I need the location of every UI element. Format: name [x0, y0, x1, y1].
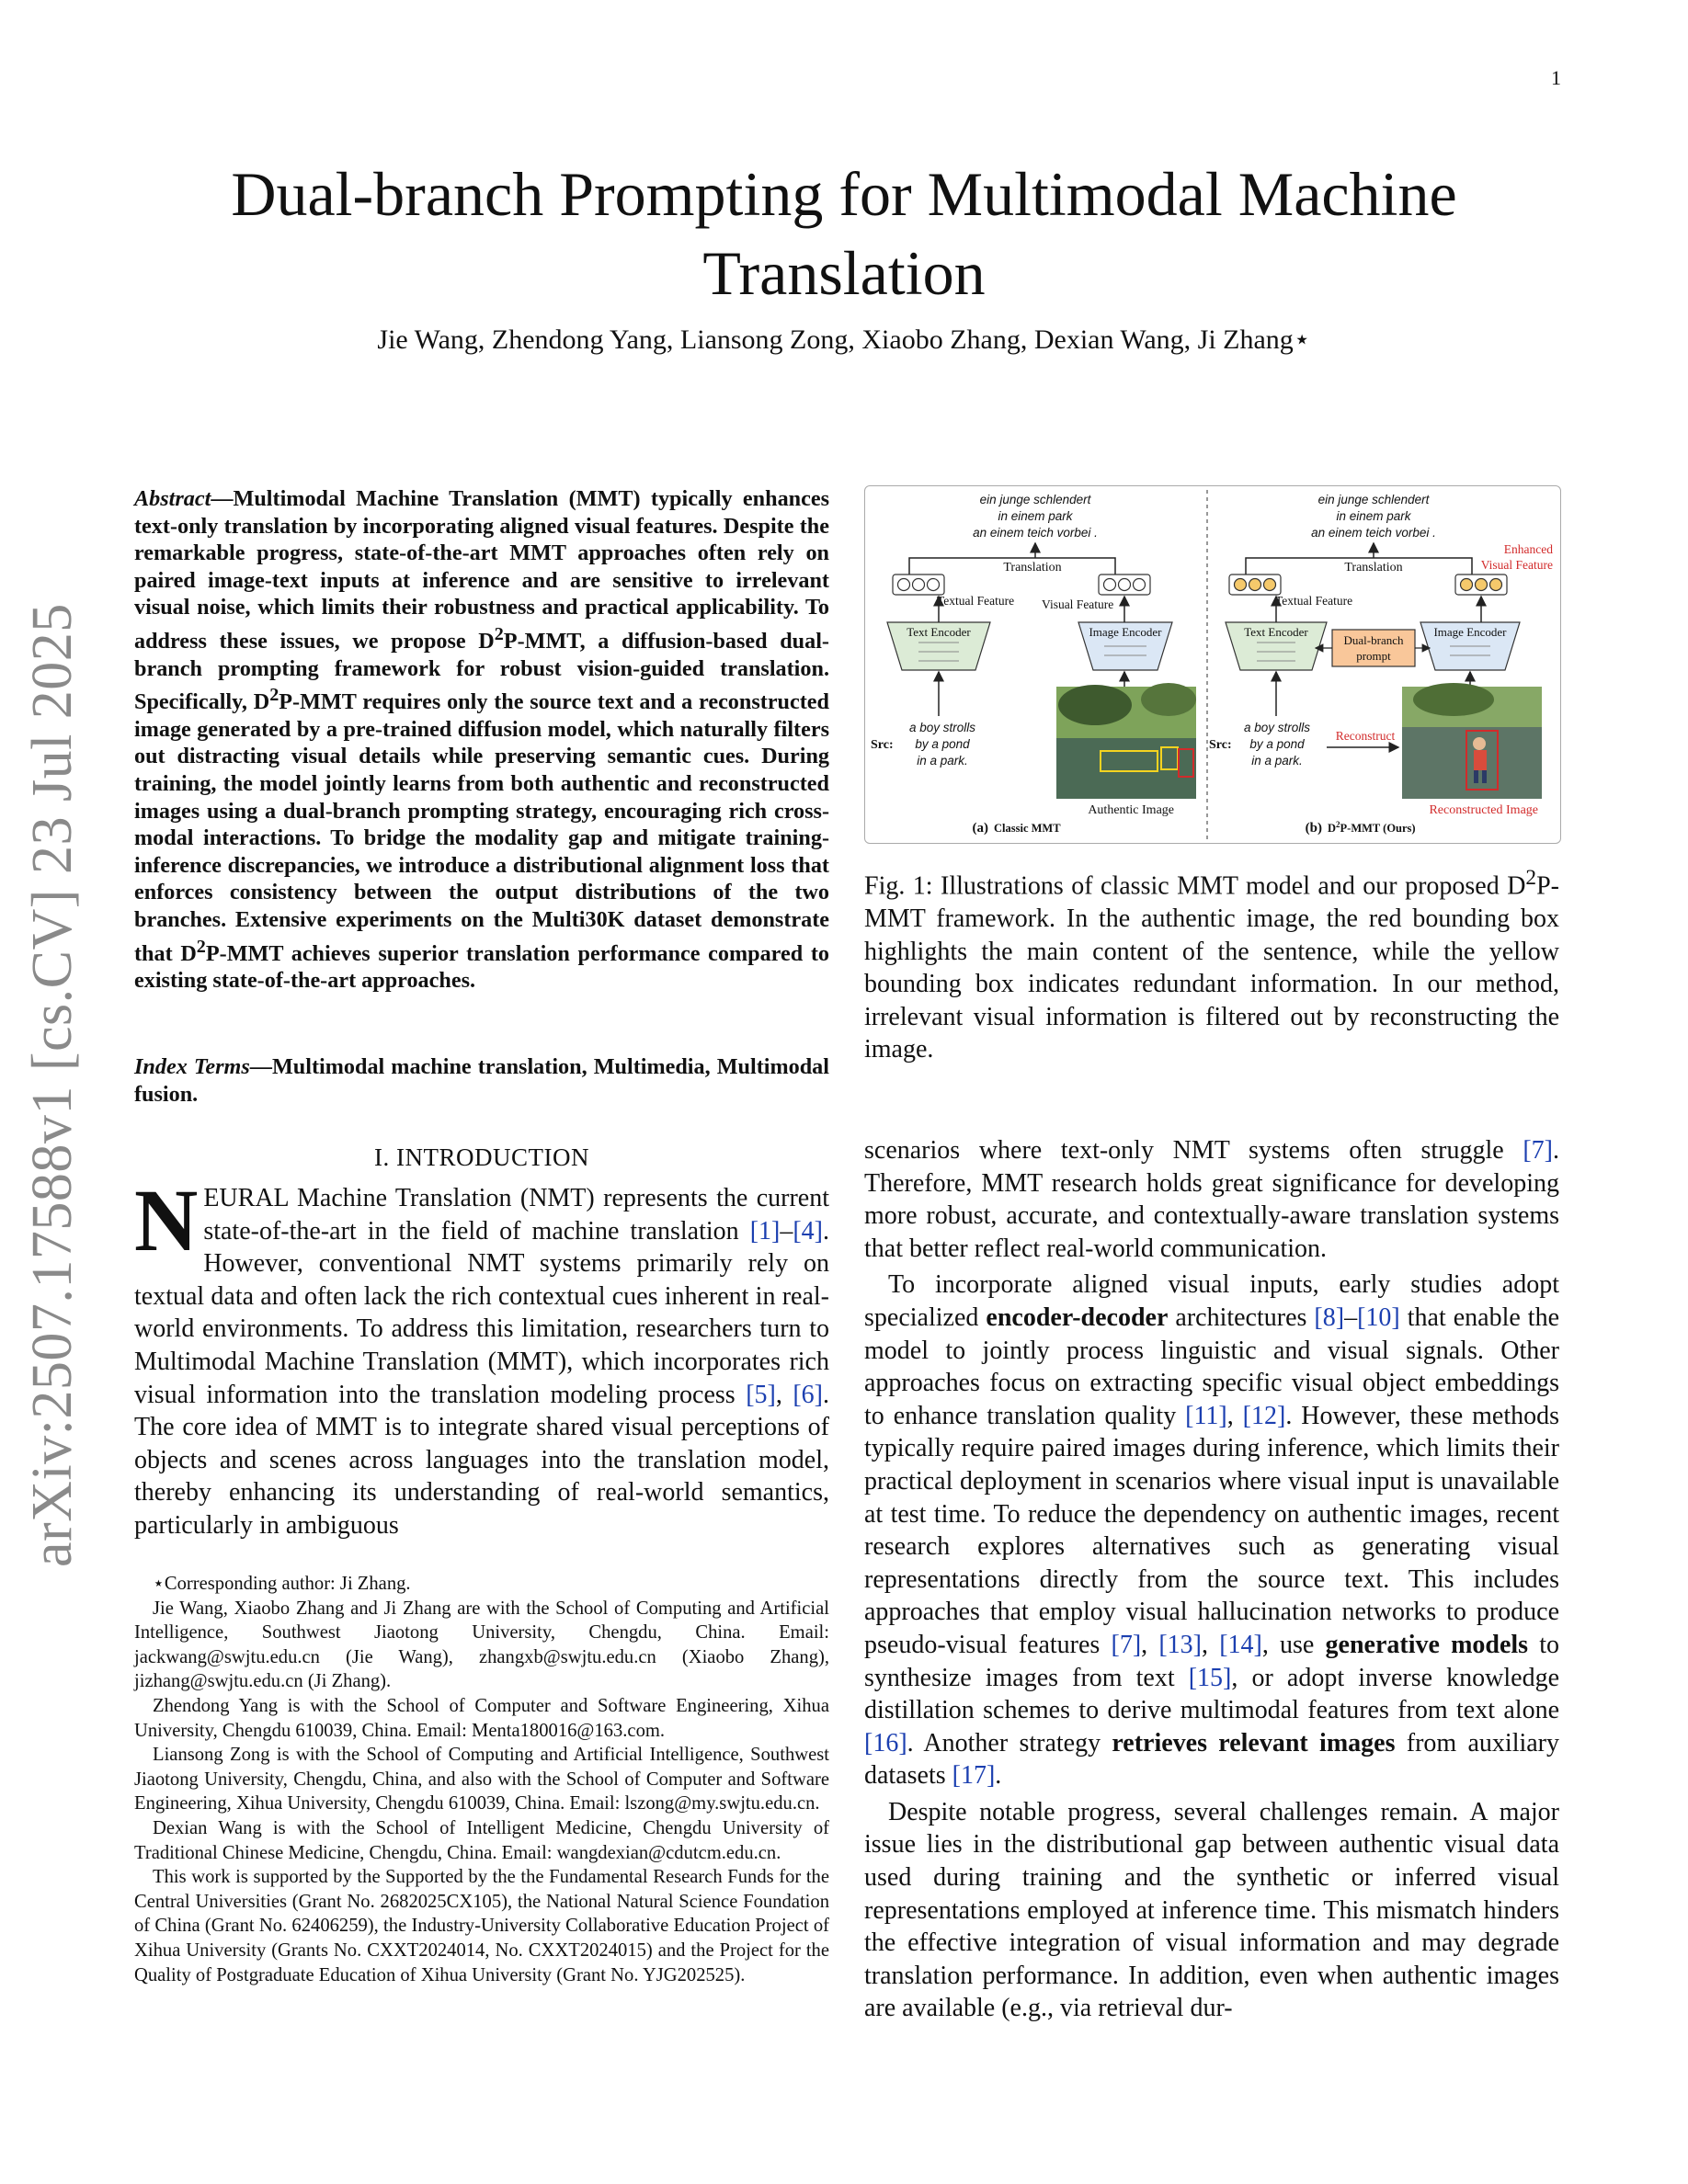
- footnote: Jie Wang, Xiaobo Zhang and Ji Zhang are with the School of Computing and Artificial Intelligence, Southwest Jiaotong University, Chengdu, China. Email: jackwang@swjtu.edu.cn (Jie Wang), zhangxb@swjtu.edu.cn (Xiaobo Zhang), jizhang@swjtu.edu.cn (Ji Zhang).: [134, 1598, 829, 1692]
- translation-label: Translation: [1344, 561, 1403, 574]
- intro-text: . However, conventional NMT systems primarily rely on textual data and often lack the rich contextual cues inherent in real-world environments. To address this limitation, researchers turn to Multimodal Machine Translation (MMT), which incorporates rich visual information into the translation modeling process: [134, 1216, 829, 1409]
- textual-feature-label: Textual Feature: [1275, 594, 1353, 608]
- image-encoder-label: Image Encoder: [1433, 625, 1507, 639]
- citation-link[interactable]: [7]: [1111, 1630, 1142, 1659]
- panel-b-subtitle: $D^2P$-MMT (Ours): [1328, 820, 1416, 835]
- emphasis: retrieves relevant images: [1112, 1728, 1396, 1757]
- footnote: ⋆Corresponding author: Ji Zhang.: [153, 1574, 411, 1594]
- citation-link[interactable]: [8]: [1314, 1302, 1345, 1332]
- src-text: a boy strolls: [908, 721, 976, 734]
- superscript: 2: [494, 623, 504, 644]
- visual-feature-label: Visual Feature: [1042, 597, 1114, 611]
- citation-link[interactable]: [13]: [1158, 1630, 1202, 1659]
- abstract-label: Abstract: [134, 486, 211, 511]
- figure-1: [864, 485, 1561, 844]
- feature-token: [1461, 579, 1473, 591]
- page-number: 1: [1551, 66, 1561, 89]
- feature-token: [898, 579, 910, 591]
- panel-a-subtitle: Classic MMT: [994, 822, 1061, 835]
- caption-text: P-MMT framework. In the authentic image, the red bounding box highlights the main content of the sentence, while the yellow bounding box indicates redundant information. In our method, irrelevant visual information is filtered out by reconstructing the image.: [864, 871, 1559, 1064]
- target-text: in einem park: [998, 509, 1073, 523]
- index-terms: [134, 1053, 829, 1108]
- intro-text: –: [780, 1216, 793, 1246]
- textual-feature-label: Textual Feature: [937, 594, 1015, 608]
- src-text: a boy strolls: [1243, 721, 1311, 734]
- superscript: 2: [196, 936, 206, 957]
- emphasis: generative models: [1325, 1630, 1529, 1659]
- intro-text: EURAL Machine Translation (NMT) represents the current state-of-the-art in the field of machine translation: [203, 1184, 829, 1246]
- citation-link[interactable]: [6]: [793, 1380, 824, 1409]
- panel-a: [871, 493, 1196, 836]
- feature-token: [1249, 579, 1261, 591]
- intro-text: ,: [775, 1380, 793, 1409]
- index-terms-text: —Multimodal machine translation, Multimedia, Multimodal fusion.: [134, 1054, 830, 1107]
- target-text: ein junge schlendert: [1317, 493, 1430, 506]
- feature-token: [1476, 579, 1488, 591]
- superscript: 2: [1525, 866, 1537, 890]
- caption-text: Fig. 1: Illustrations of classic MMT model and our proposed D: [864, 871, 1526, 901]
- abstract-text: P-MMT achieves superior translation performance compared to existing state-of-the-art approaches.: [134, 940, 829, 994]
- target-text: an einem teich vorbei .: [1311, 526, 1436, 540]
- citation-link[interactable]: [15]: [1188, 1663, 1232, 1692]
- abstract-text: —Multimodal Machine Translation (MMT) typically enhances text-only translation by incorporating aligned visual features. Despite the remarkable progress, state-of-the-art MMT approaches often rely on paired image-text inputs at inference and are sensitive to irrelevant visual noise, which limits their robustness and practical applicability. To address these issues, we propose D: [134, 486, 829, 654]
- superscript: 2: [269, 685, 279, 706]
- translation-label: Translation: [1003, 561, 1062, 574]
- section-heading-introduction: [134, 1143, 829, 1172]
- target-text: an einem teich vorbei .: [973, 526, 1098, 540]
- citation-link[interactable]: [17]: [952, 1761, 996, 1791]
- footnote: Dexian Wang is with the School of Intelligent Medicine, Chengdu University of Traditional Chinese Medicine, Chengdu, China. Email: wangdexian@cdutcm.edu.cn.: [134, 1817, 829, 1863]
- panel-a-label: (a): [972, 821, 988, 836]
- section-number: I.: [374, 1143, 396, 1171]
- emphasis: encoder-decoder: [986, 1302, 1169, 1332]
- feature-token: [1490, 579, 1502, 591]
- text-encoder-label: Text Encoder: [1244, 625, 1308, 639]
- image-encoder-label: Image Encoder: [1089, 625, 1162, 639]
- reconstruct-label: Reconstruct: [1335, 729, 1396, 743]
- paper-title: Dual-branch Prompting for Multimodal Machine Translation: [231, 159, 1457, 308]
- paragraph: Despite notable progress, several challenges remain. A major issue lies in the distributional gap between authentic visual data used during training and the synthetic or inferred visual representations employed at inference time. This mismatch hinders the effective integration of visual information and may degrade translation performance. In addition, even when authentic images are available (e.g., via retrieval dur-: [864, 1797, 1559, 2023]
- src-text: by a pond: [1249, 737, 1305, 751]
- section-name: NTRODUCTION: [405, 1143, 589, 1171]
- authentic-image-label: Authentic Image: [1088, 803, 1174, 817]
- citation-link[interactable]: [10]: [1357, 1302, 1400, 1332]
- right-column-body: [864, 1134, 1559, 2025]
- citation-link[interactable]: [1]: [749, 1216, 781, 1246]
- feature-token: [913, 579, 925, 591]
- footnote: This work is supported by the Supported by the the Fundamental Research Funds for the Central Universities (Grant No. 2682025CX105), the National Natural Science Foundation of China (Grant No. 62406259), the Industry-University Collaborative Education Project of Xihua University (Grants No. CXXT2024014, No. CXXT2024015) and the Project for the Quality of Postgraduate Education of Xihua University (Grant No. YJG202525).: [134, 1867, 829, 1985]
- enhanced-label: Visual Feature: [1480, 558, 1553, 572]
- footnote: Zhendong Yang is with the School of Computer and Software Engineering, Xihua University, Chengdu 610039, China. Email: Menta180016@163.com.: [134, 1695, 829, 1741]
- feature-token: [1119, 579, 1131, 591]
- intro-paragraph: [134, 1171, 830, 1542]
- figure-caption: [864, 862, 1559, 1066]
- dropcap: N: [134, 1171, 199, 1269]
- arxiv-watermark: arXiv:2507.17588v1 [cs.CV] 23 Jul 2025: [21, 603, 84, 1567]
- src-text: by a pond: [915, 737, 970, 751]
- target-text: in einem park: [1336, 509, 1411, 523]
- reconstructed-image-label: Reconstructed Image: [1429, 803, 1538, 817]
- citation-link[interactable]: [12]: [1242, 1401, 1286, 1430]
- section-initial: I: [396, 1143, 405, 1171]
- src-label: Src:: [1209, 738, 1232, 752]
- panel-b-label: (b): [1305, 821, 1322, 836]
- citation-link[interactable]: [14]: [1219, 1630, 1262, 1659]
- dual-branch-label: Dual-branch: [1343, 633, 1404, 647]
- index-terms-label: Index Terms: [134, 1054, 250, 1079]
- feature-token: [1104, 579, 1116, 591]
- footnote: Liansong Zong is with the School of Computing and Artificial Intelligence, Southwest Jiaotong University, Chengdu, China, and also with the School of Computer and Software Engineering, Xihua University, Chengdu 610039, China. Email: lszong@my.swjtu.edu.cn.: [134, 1745, 829, 1814]
- paragraph: To incorporate aligned visual inputs, early studies adopt specialized encoder-decoder architectures [8]–[10] that enable the model to jointly process linguistic and visual signals. Other approaches focus on extracting specific visual object embeddings to enhance translation quality [11], [12]. However, these methods typically require paired images during inference, which limits their practical deployment in scenarios where visual input is unavailable at test time. To reduce the dependency on authentic images, recent research explores alternatives such as generating visual representations directly from the source text. This includes approaches that employ visual hallucination networks to produce pseudo-visual features [7], [13], [14], use generative models to synthesize images from text [15], or adopt inverse knowledge distillation schemes to derive multimodal features from text alone [16]. Another strategy retrieves relevant images from auxiliary datasets [17].: [864, 1270, 1560, 1791]
- feature-token: [1264, 579, 1276, 591]
- feature-token: [1235, 579, 1247, 591]
- abstract-text: P-MMT requires only the source text and a reconstructed image generated by a pre-trained diffusion model, which naturally filters out distracting visual details while preserving semantic cues. During training, the model jointly learns from both authentic and reconstructed images using a dual-branch prompting strategy, encouraging rich cross-modal interactions. To bridge the modality gap and mitigate training-inference discrepancies, we introduce a distributional alignment loss that enforces consistency between the output distributions of the two branches. Extensive experiments on the Multi30K dataset demonstrate that D: [134, 689, 829, 966]
- citation-link[interactable]: [16]: [864, 1728, 907, 1757]
- src-label: Src:: [871, 738, 894, 752]
- feature-token: [1134, 579, 1146, 591]
- panel-b: [1209, 493, 1553, 836]
- abstract-text: P-MMT, a diffusion-based dual-branch prompting framework for robust vision-guided translation. Specifically, D: [134, 629, 829, 715]
- author-list: Jie Wang, Zhendong Yang, Liansong Zong, Xiaobo Zhang, Dexian Wang, Ji Zhang⋆: [377, 324, 1311, 355]
- text-encoder-label: Text Encoder: [907, 625, 971, 639]
- figure-diagram: [865, 486, 1560, 843]
- target-text: ein junge schlendert: [979, 493, 1091, 506]
- intro-text: . The core idea of MMT is to integrate shared visual perceptions of objects and scenes across languages into the translation model, thereby enhancing its understanding of real-world semantics, particularly in ambiguous: [134, 1380, 830, 1540]
- feature-token: [928, 579, 940, 591]
- src-text: in a park.: [1251, 754, 1303, 768]
- dual-branch-label: prompt: [1356, 649, 1391, 663]
- paragraph: scenarios where text-only NMT systems often struggle [7]. Therefore, MMT research holds great significance for developing more robust, accurate, and contextually-aware translation systems that better reflect real-world communication.: [864, 1136, 1559, 1263]
- footnotes: [134, 1572, 829, 1987]
- citation-link[interactable]: [4]: [793, 1216, 823, 1246]
- src-text: in a park.: [917, 754, 968, 768]
- enhanced-label: Enhanced: [1503, 542, 1553, 556]
- citation-link[interactable]: [7]: [1523, 1136, 1553, 1165]
- citation-link[interactable]: [5]: [746, 1380, 776, 1409]
- citation-link[interactable]: [11]: [1185, 1401, 1227, 1430]
- abstract: [134, 485, 829, 995]
